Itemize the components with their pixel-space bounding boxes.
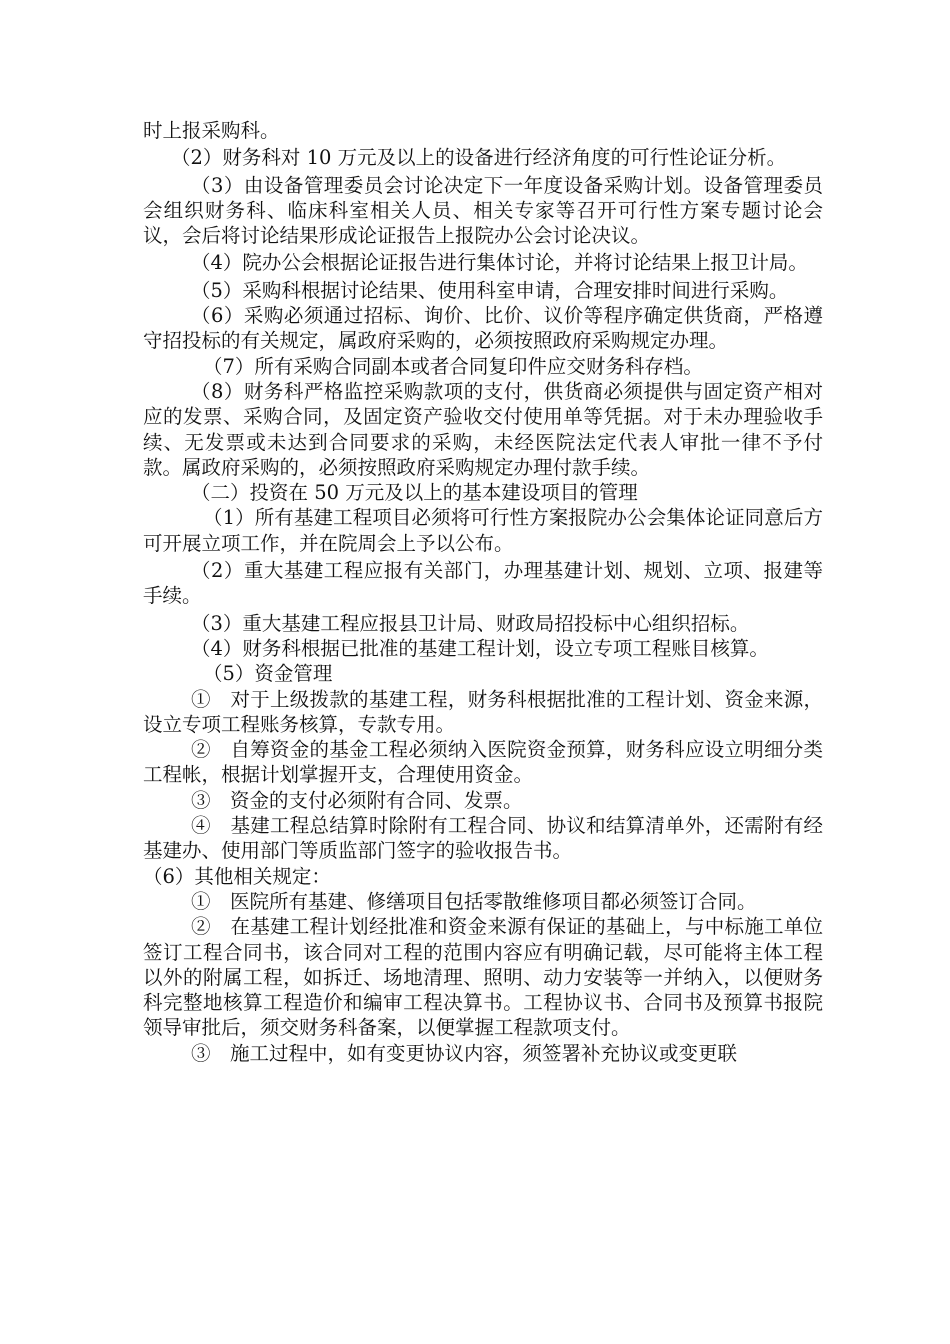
paragraph: （4）院办公会根据论证报告进行集体讨论，并将讨论结果上报卫计局。 — [191, 251, 808, 275]
paragraph: （2）财务科对 10 万元及以上的设备进行经济角度的可行性论证分析。 — [171, 146, 787, 170]
list-item: ④ 基建工程总结算时除附有工程合同、协议和结算清单外，还需附有经基建办、使用部门等质监部门签字的验收报告书。 — [143, 814, 823, 863]
list-item: ① 医院所有基建、修缮项目包括零散维修项目都必须签订合同。 — [191, 889, 757, 913]
paragraph: （2）重大基建工程应报有关部门，办理基建计划、规划、立项、报建等手续。 — [143, 559, 823, 608]
paragraph: （3）由设备管理委员会讨论决定下一年度设备采购计划。设备管理委员会组织财务科、临床科室相关人员、相关专家等召开可行性方案专题讨论会议，会后将讨论结果形成论证报告上报院办公会讨论决议。 — [143, 173, 823, 248]
paragraph: （5）采购科根据讨论结果、使用科室申请，合理安排时间进行采购。 — [191, 278, 789, 302]
paragraph: （1）所有基建工程项目必须将可行性方案报院办公会集体论证同意后方可开展立项工作，并在院周会上予以公布。 — [143, 506, 823, 555]
paragraph: （3）重大基建工程应报县卫计局、财政局招投标中心组织招标。 — [191, 611, 750, 635]
list-item: ① 对于上级拨款的基建工程，财务科根据批准的工程计划、资金来源，设立专项工程账务核算，专款专用。 — [143, 687, 823, 736]
document-body — [143, 118, 823, 1066]
paragraph: （4）财务科根据已批准的基建工程计划，设立专项工程账目核算。 — [191, 636, 769, 660]
paragraph: （5）资金管理 — [203, 662, 333, 686]
list-item: ② 在基建工程计划经批准和资金来源有保证的基础上，与中标施工单位签订工程合同书，该合同对工程的范围内容应有明确记载，尽可能将主体工程以外的附属工程，如拆迁、场地清理、照明、动力安装等一并纳入，以便财务科完整地核算工程造价和编审工程决算书。工程协议书、合同书及预算书报院领导审批后，须交财务科备案，以便掌握工程款项支付。 — [143, 915, 823, 1040]
paragraph: （6）其他相关规定： — [143, 864, 331, 888]
paragraph: （6）采购必须通过招标、询价、比价、议价等程序确定供货商，严格遵守招投标的有关规定，属政府采购的，必须按照政府采购规定办理。 — [143, 304, 823, 353]
list-item: ③ 资金的支付必须附有合同、发票。 — [191, 788, 523, 812]
paragraph: 时上报采购科。 — [143, 119, 280, 142]
list-item: ② 自筹资金的基金工程必须纳入医院资金预算，财务科应设立明细分类工程帐，根据计划掌握开支，合理使用资金。 — [143, 738, 823, 787]
list-item: ③ 施工过程中，如有变更协议内容，须签署补充协议或变更联 — [191, 1041, 738, 1065]
section-heading: （二）投资在 50 万元及以上的基本建设项目的管理 — [191, 481, 638, 505]
paragraph: （8）财务科严格监控采购款项的支付，供货商必须提供与固定资产相对应的发票、采购合同，及固定资产验收交付使用单等凭据。对于未办理验收手续、无发票或未达到合同要求的采购，未经医院法定代表人审批一律不予付款。属政府采购的，必须按照政府采购规定办理付款手续。 — [143, 379, 823, 479]
paragraph: （7）所有采购合同副本或者合同复印件应交财务科存档。 — [203, 354, 703, 378]
